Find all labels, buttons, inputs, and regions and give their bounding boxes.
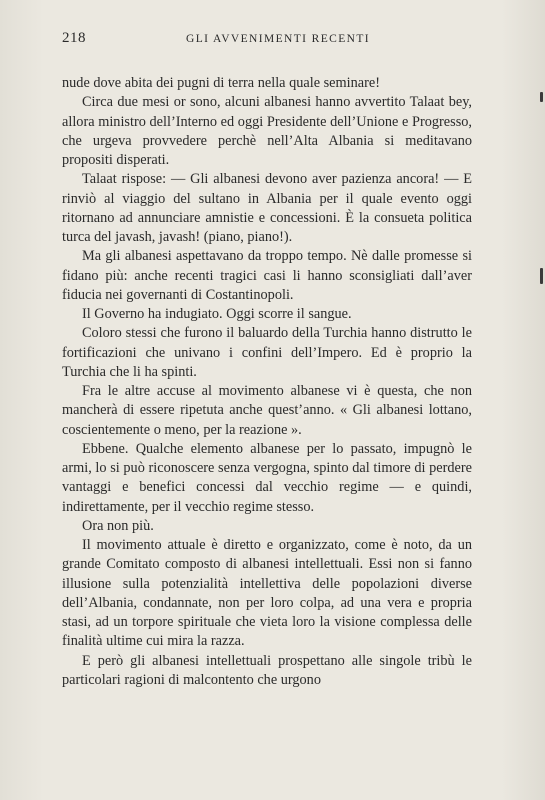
paragraph: Ora non più. — [82, 517, 154, 534]
paragraph: E però gli albanesi intellettuali prospettano alle singole tribù le particolari ragioni di malcontento che urgono — [62, 652, 472, 688]
page-edge-mark — [540, 92, 543, 102]
page-number: 218 — [62, 30, 86, 46]
paragraph: Coloro stessi che furono il baluardo della Turchia hanno distrutto le fortificazioni che univano i confini dell’Impero. Ed è proprio la Turchia che li ha spinti. — [62, 325, 472, 380]
page-edge-mark — [540, 268, 543, 284]
paragraph: Il Governo ha indugiato. Oggi scorre il sangue. — [82, 306, 352, 322]
paragraph: Ebbene. Qualche elemento albanese per lo passato, impugnò le armi, lo si può riconoscere senza vergogna, spinto dal timore di perdere vantaggi e benefici concessi dal vecchio regime — e quindi, indirettamente, per il vecchio regime stesso. — [62, 440, 472, 515]
paragraph: nude dove abita dei pugni di terra nella quale seminare! — [62, 75, 380, 91]
paragraph: Circa due mesi or sono, alcuni albanesi hanno avvertito Talaat bey, allora ministro dell’Interno ed oggi Presidente dell’Unione e Progresso, che urgeva provvedere perchè nell’Alta Albania si meditavano propositi disperati. — [62, 94, 472, 168]
paragraph: Talaat rispose: — Gli albanesi devono aver pazienza ancora! — E rinviò al viaggio del sultano in Albania per il quale evento oggi ritornano ad annunciare amnistie e concessioni. È la consueta politica turca del javash, javash! (piano, piano!). — [62, 171, 472, 245]
paragraph: Ma gli albanesi aspettavano da troppo tempo. Nè dalle promesse si fidano più: anche recenti tragici casi li hanno sconsigliati dall’aver fiducia nei governanti di Costantinopoli. — [62, 248, 472, 303]
body-text — [62, 74, 472, 690]
paragraph: Il movimento attuale è diretto e organizzato, come è noto, da un grande Comitato composto di albanesi intellettuali. Essi non si fanno illusione sulla potenzialità intellettiva delle popolazioni diverse dell’Albania, condannate, non per loro colpa, ad una vera e propria stasi, ad un torpore spirituale che vieta loro la visione complessa delle finalità ultime cui mira la razza. — [62, 537, 472, 650]
paragraph: Fra le altre accuse al movimento albanese vi è questa, che non mancherà di essere ripetuta anche quest’anno. « Gli albanesi lottano, coscientemente o meno, per la reazione ». — [62, 383, 472, 438]
page-header — [62, 30, 476, 50]
running-head: GLI AVVENIMENTI RECENTI — [186, 33, 371, 45]
